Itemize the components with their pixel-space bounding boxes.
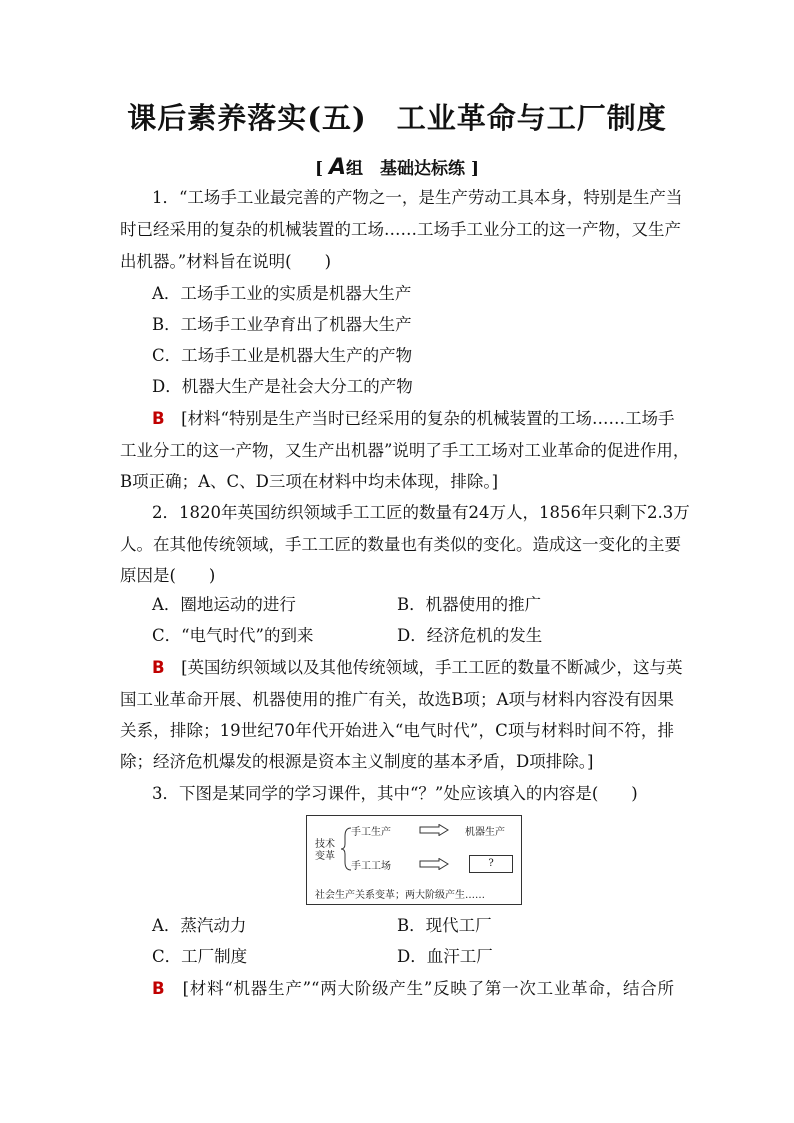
- q1-line-3: 出机器。”材料旨在说明( ): [120, 252, 332, 271]
- diagram-label-change: 变革: [315, 851, 335, 862]
- page-title: [0, 96, 794, 137]
- q1-explanation-2: 工业分工的这一产物，又生产出机器”说明了手工工场对工业革命的促进作用，: [120, 441, 690, 460]
- q1-option-a: A．工场手工业的实质是机器大生产: [152, 284, 412, 303]
- q3-line-1: 3．下图是某同学的学习课件，其中“？”处应该填入的内容是( ): [152, 784, 638, 803]
- diagram-blank-box: ?: [469, 855, 513, 873]
- q3-option-b: B．现代工厂: [397, 916, 492, 935]
- q3-option-c: C．工厂制度: [152, 947, 248, 966]
- q2-option-c: C．“电气时代”的到来: [152, 626, 314, 645]
- q2-explanation-4: 除；经济危机爆发的根源是资本主义制度的基本矛盾，D项排除。]: [120, 752, 594, 771]
- diagram-row1-from: 手工生产: [351, 827, 391, 838]
- q1-option-c: C．工场手工业是机器大生产的产物: [152, 346, 413, 365]
- diagram-footer: 社会生产关系变革；两大阶级产生……: [315, 890, 485, 901]
- q1-option-b: B．工场手工业孕育出了机器大生产: [152, 315, 412, 334]
- diagram-row2-from: 手工工场: [351, 861, 391, 872]
- q1-answer: B: [152, 409, 165, 428]
- q2-line-1: 2．1820年英国纺织领域手工工匠的数量有24万人，1856年只剩下2.3万: [152, 503, 690, 522]
- q2-option-b: B．机器使用的推广: [397, 595, 542, 614]
- courseware-diagram: [306, 815, 522, 905]
- q1-explanation-1: B [材料“特别是生产当时已经采用的复杂的机械装置的工场……工场手: [152, 409, 675, 428]
- q2-option-d: D．经济危机的发生: [397, 626, 543, 645]
- q2-option-a: A．圈地运动的进行: [152, 595, 296, 614]
- title-right: 工业革命与工厂制度: [396, 101, 667, 135]
- arrow-right-icon: [419, 858, 449, 870]
- q2-answer: B: [152, 658, 165, 677]
- q1-option-d: D．机器大生产是社会大分工的产物: [152, 377, 413, 396]
- group-letter: A: [328, 155, 347, 180]
- q3-explanation-1: B [材料“机器生产”“两大阶级产生”反映了第一次工业革命，结合所: [152, 979, 674, 998]
- q3-option-a: A．蒸汽动力: [152, 916, 247, 935]
- section-heading: [0, 154, 794, 180]
- q3-answer: B: [152, 979, 165, 998]
- q2-line-3: 原因是( ): [120, 566, 216, 585]
- bracket-open: [: [315, 159, 324, 179]
- diagram-row1-to: 机器生产: [465, 827, 505, 838]
- group-text: 组 基础达标练: [346, 159, 466, 179]
- q1-line-2: 时已经采用的复杂的机械装置的工场……工场手工业分工的这一产物，又生产: [120, 220, 681, 239]
- bracket-close: ]: [470, 159, 479, 179]
- arrow-right-icon: [419, 824, 449, 836]
- q2-line-2: 人。在其他传统领域，手工工匠的数量也有类似的变化。造成这一变化的主要: [120, 535, 681, 554]
- diagram-label-tech: 技术: [315, 839, 335, 850]
- title-left: 课后素养落实(五): [127, 101, 367, 135]
- q2-explanation-2: 国工业革命开展、机器使用的推广有关，故选B项；A项与材料内容没有因果: [120, 690, 674, 709]
- q2-explanation-3: 关系，排除；19世纪70年代开始进入“电气时代”，C项与材料时间不符，排: [120, 721, 674, 740]
- q1-explanation-3: B项正确；A、C、D三项在材料中均未体现，排除。]: [120, 472, 499, 491]
- q3-option-d: D．血汗工厂: [397, 947, 493, 966]
- q2-explanation-1: B [英国纺织领域以及其他传统领域，手工工匠的数量不断减少，这与英: [152, 658, 683, 677]
- q1-line-1: 1．“工场手工业最完善的产物之一，是生产劳动工具本身，特别是生产当: [152, 188, 683, 207]
